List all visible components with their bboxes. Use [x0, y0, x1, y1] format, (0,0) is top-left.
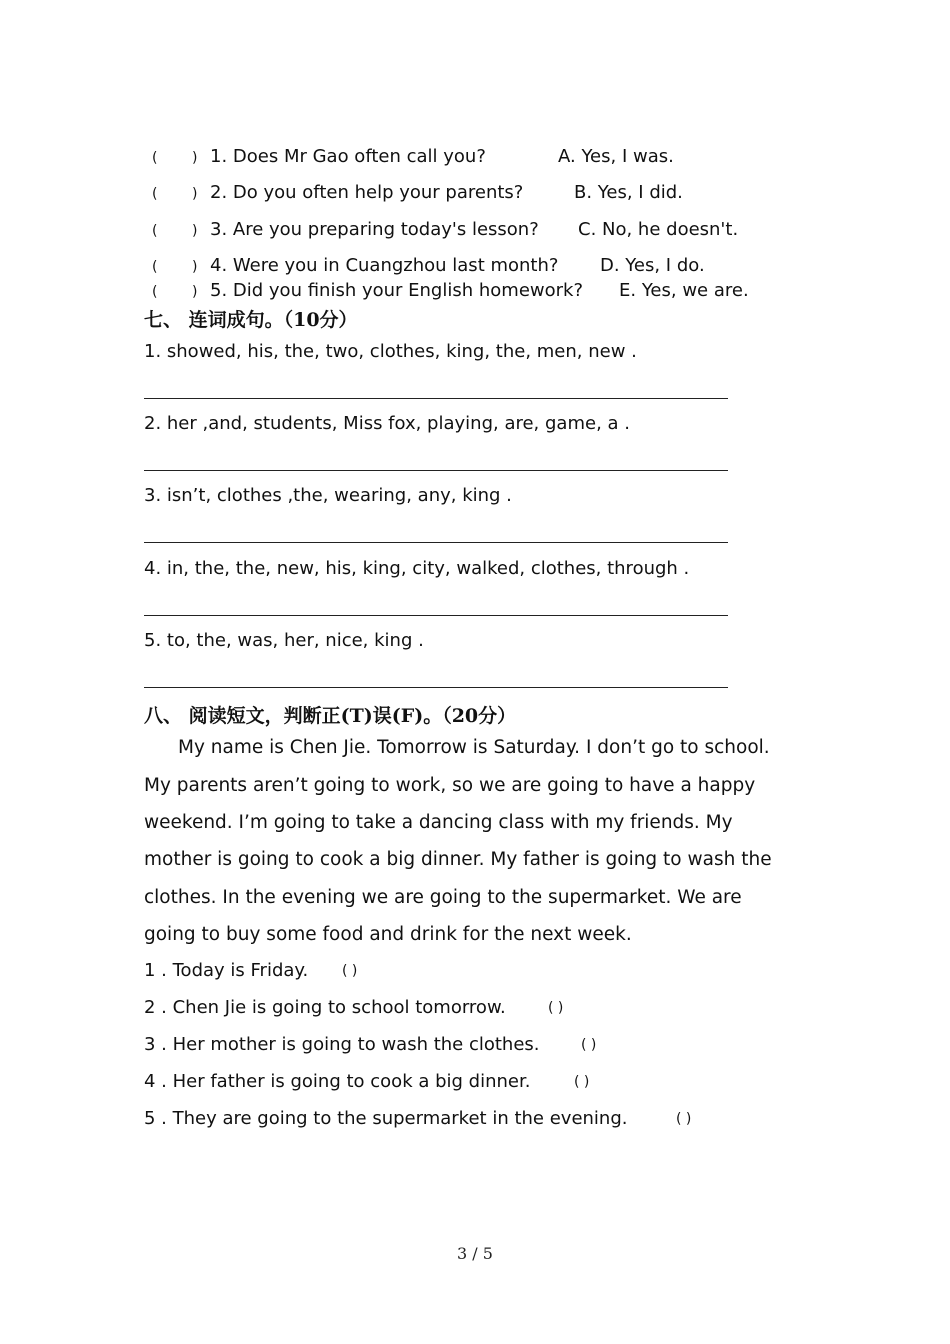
- page-number: 3 / 5: [457, 1244, 493, 1263]
- answer-paren-open: (: [152, 284, 158, 300]
- answer-paren-close: ): [192, 223, 198, 239]
- passage-line: My parents aren’t going to work, so we are going to have a happy: [144, 775, 756, 796]
- passage-line: weekend. I’m going to take a dancing class with my friends. My: [144, 812, 733, 833]
- answer-line[interactable]: [144, 542, 728, 543]
- statement: 5 . They are going to the supermarket in the evening.: [144, 1108, 628, 1129]
- passage-line: going to buy some food and drink for the next week.: [144, 924, 632, 945]
- answer-paren-open: (: [152, 259, 158, 275]
- statement: 3 . Her mother is going to wash the clothes.: [144, 1034, 540, 1055]
- word-list: 4. in, the, the, new, his, king, city, walked, clothes, through .: [144, 558, 690, 579]
- answer-blank[interactable]: ( ): [548, 1000, 564, 1016]
- answer-paren-open: (: [152, 223, 158, 239]
- answer-paren-close: ): [192, 259, 198, 275]
- word-list: 3. isn’t, clothes ,the, wearing, any, king .: [144, 485, 512, 506]
- matching-option: B. Yes, I did.: [574, 182, 683, 203]
- matching-question: 1. Does Mr Gao often call you?: [210, 146, 486, 167]
- word-list: 2. her ,and, students, Miss fox, playing, are, game, a .: [144, 413, 630, 434]
- matching-option: E. Yes, we are.: [619, 280, 749, 301]
- answer-blank[interactable]: ( ): [676, 1111, 692, 1127]
- answer-blank[interactable]: ( ): [581, 1037, 597, 1053]
- matching-question: 3. Are you preparing today's lesson?: [210, 219, 539, 240]
- answer-line[interactable]: [144, 615, 728, 616]
- matching-question: 5. Did you finish your English homework?: [210, 280, 584, 301]
- passage-line: My name is Chen Jie. Tomorrow is Saturday. I don’t go to school.: [178, 737, 770, 758]
- answer-blank[interactable]: ( ): [574, 1074, 590, 1090]
- passage-line: mother is going to cook a big dinner. My father is going to wash the: [144, 849, 772, 870]
- matching-question: 2. Do you often help your parents?: [210, 182, 524, 203]
- matching-option: D. Yes, I do.: [600, 255, 705, 276]
- statement: 1 . Today is Friday.: [144, 960, 309, 981]
- passage-line: clothes. In the evening we are going to the supermarket. We are: [144, 887, 742, 908]
- section-heading: 七、 连词成句。（10分）: [144, 309, 358, 331]
- word-list: 1. showed, his, the, two, clothes, king, the, men, new .: [144, 341, 637, 362]
- matching-question: 4. Were you in Cuangzhou last month?: [210, 255, 559, 276]
- answer-line[interactable]: [144, 687, 728, 688]
- answer-paren-close: ): [192, 186, 198, 202]
- answer-paren-open: (: [152, 186, 158, 202]
- statement: 4 . Her father is going to cook a big dinner.: [144, 1071, 531, 1092]
- matching-option: A. Yes, I was.: [558, 146, 674, 167]
- answer-line[interactable]: [144, 470, 728, 471]
- answer-paren-close: ): [192, 150, 198, 166]
- answer-blank[interactable]: ( ): [342, 963, 358, 979]
- matching-option: C. No, he doesn't.: [578, 219, 739, 240]
- word-list: 5. to, the, was, her, nice, king .: [144, 630, 424, 651]
- answer-line[interactable]: [144, 398, 728, 399]
- section-heading: 八、 阅读短文，判断正(T)误(F)。（20分）: [144, 705, 517, 727]
- answer-paren-open: (: [152, 150, 158, 166]
- answer-paren-close: ): [192, 284, 198, 300]
- statement: 2 . Chen Jie is going to school tomorrow.: [144, 997, 506, 1018]
